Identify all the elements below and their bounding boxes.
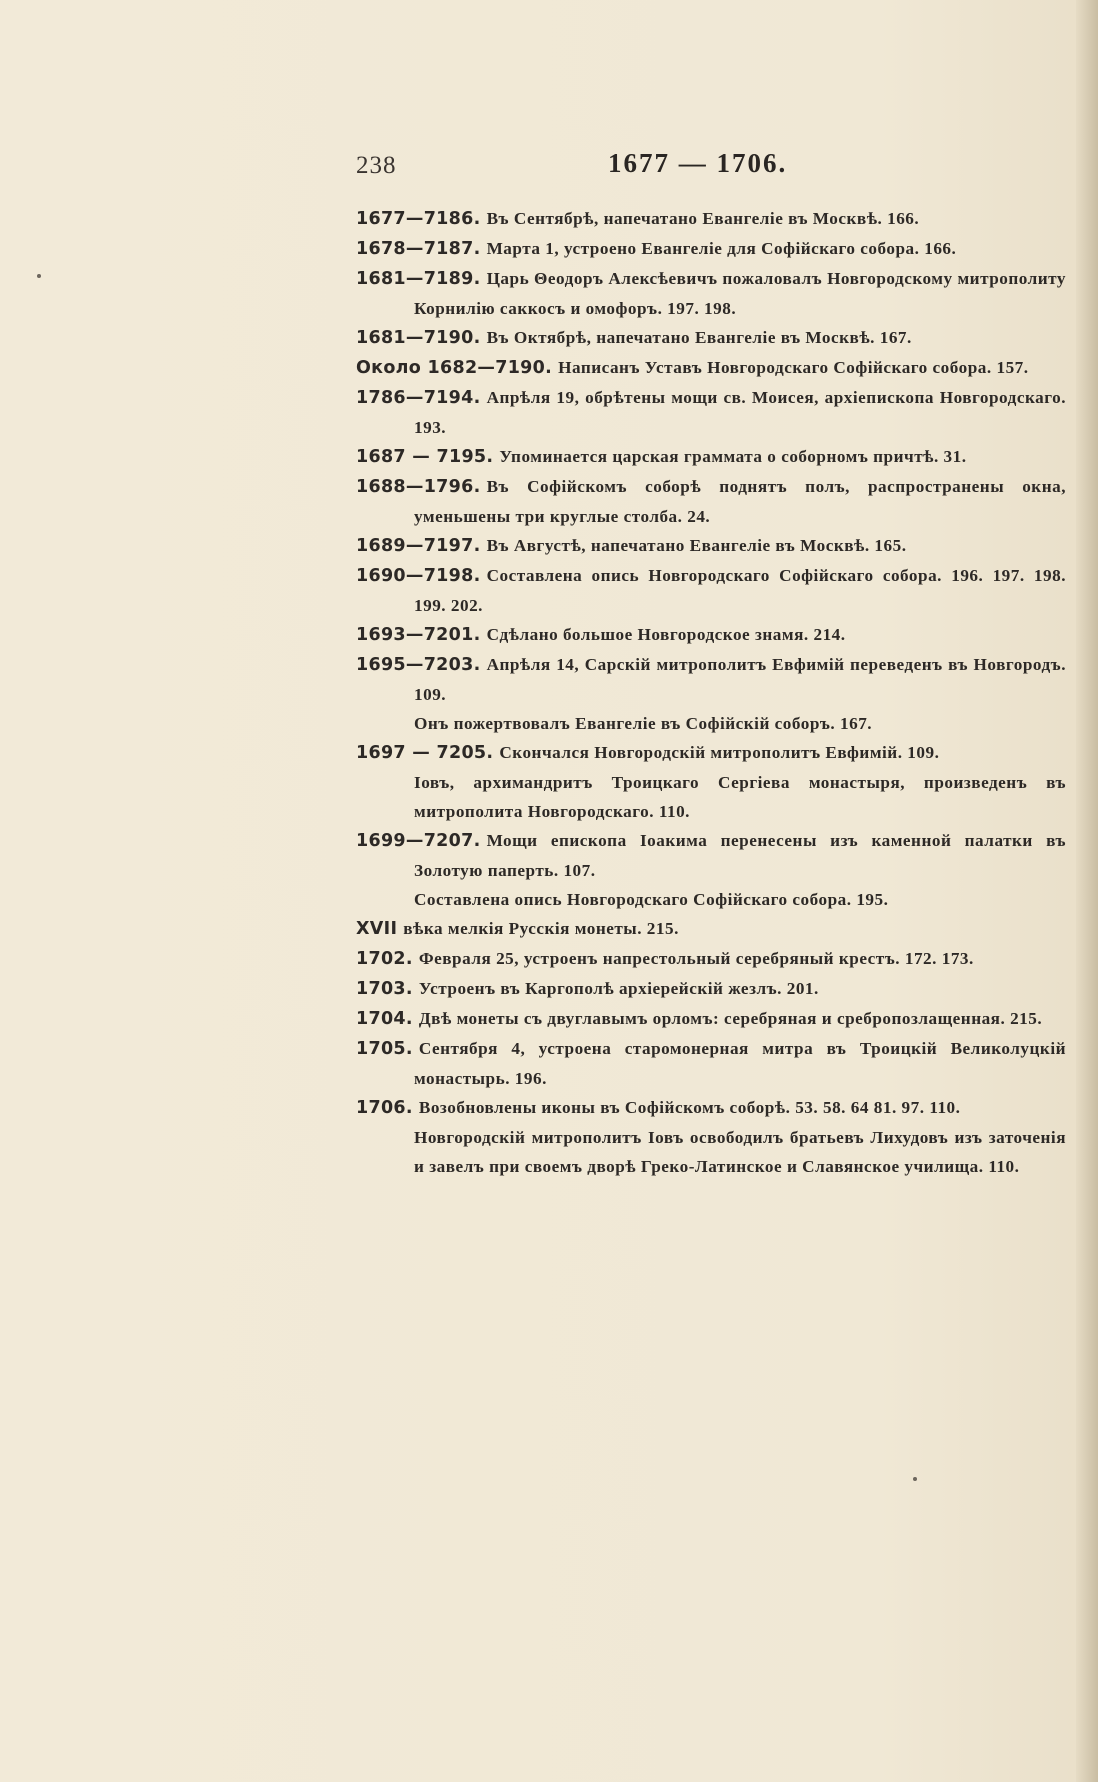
entry-text: Устроенъ въ Каргополѣ архіерейскій жезлъ. 201. [418,979,819,998]
entry-text: Двѣ монеты съ двуглавымъ орломъ: серебряная и сребропозлащенная. 215. [418,1009,1043,1028]
entry-text: Въ Софійскомъ соборѣ поднятъ полъ, распространены окна, уменьшены три круглые столба. 24. [414,477,1066,526]
entry-text: Сдѣлано большое Новгородское знамя. 214. [486,625,846,644]
entry-text: вѣка мелкія Русскія монеты. 215. [403,919,679,938]
entry-date: 1678—7187. [356,239,481,259]
entry-date: 1703. [356,979,413,999]
chronology-entry [356,944,1066,974]
chronology-entry [356,472,1066,531]
entry-text: Упоминается царская граммата о соборномъ причтѣ. 31. [499,447,967,466]
entry-text: Апрѣля 19, обрѣтены мощи св. Моисея, архіепископа Новгородскаго. 193. [414,388,1066,437]
entry-text: Сентября 4, устроена старомонерная митра въ Троицкій Великолуцкій монастырь. 196. [414,1039,1066,1088]
entry-text: Составлена опись Новгородскаго Софійскаго собора. 196. 197. 198. 199. 202. [414,566,1066,615]
entry-text: Въ Августѣ, напечатано Евангеліе въ Москвѣ. 165. [486,536,907,555]
entry-text: Марта 1, устроено Евангеліе для Софійскаго собора. 166. [486,239,957,258]
chronology-entry [356,383,1066,442]
entry-text: Новгородскій митрополитъ Іовъ освободилъ братьевъ Лихудовъ изъ заточенія и завелъ при своемъ дворѣ Греко-Латинское и Славянское училища. 110. [414,1128,1066,1176]
entry-text: Мощи епископа Іоакима перенесены изъ каменной палатки въ Золотую паперть. 107. [414,831,1066,880]
entry-date: XVII [356,919,398,939]
chronology-entry [356,738,1066,768]
chronology-entry [356,914,1066,944]
entry-date: 1697 — 7205. [356,743,494,763]
entry-text: Скончался Новгородскій митрополитъ Евфимій. 109. [499,743,940,762]
print-speck [913,1477,917,1481]
entry-date: 1705. [356,1039,413,1059]
entry-date: 1706. [356,1098,413,1118]
chronology-entry [356,531,1066,561]
entry-text: Составлена опись Новгородскаго Софійскаго собора. 195. [414,890,889,909]
entry-date: Около 1682—7190. [356,358,553,378]
chronology-list [356,204,1066,1181]
chronology-entry-continuation [356,709,1066,738]
chronology-entry [356,204,1066,234]
chronology-entry [356,234,1066,264]
entry-text: Апрѣля 14, Сарскій митрополитъ Евфимій переведенъ въ Новгородъ. 109. [414,655,1066,704]
page-binding-edge [1076,0,1098,1782]
entry-text: Февраля 25, устроенъ напрестольный серебряный крестъ. 172. 173. [418,949,974,968]
entry-date: 1677—7186. [356,209,481,229]
entry-date: 1688—1796. [356,477,481,497]
entry-date: 1702. [356,949,413,969]
chronology-entry-continuation [356,768,1066,826]
chronology-entry-continuation [356,1123,1066,1181]
print-speck [37,274,41,278]
entry-date: 1681—7189. [356,269,481,289]
entry-text: Онъ пожертвовалъ Евангеліе въ Софійскій соборъ. 167. [414,714,873,733]
entry-text: Возобновлены иконы въ Софійскомъ соборѣ. 53. 58. 64 81. 97. 110. [418,1098,961,1117]
entry-date: 1690—7198. [356,566,481,586]
chronology-entry [356,620,1066,650]
running-title: 1677 — 1706. [608,148,788,178]
entry-text: Въ Октябрѣ, напечатано Евангеліе въ Москвѣ. 167. [486,328,912,347]
chronology-entry [356,323,1066,353]
chronology-entry [356,1004,1066,1034]
page-number: 238 [356,152,397,179]
chronology-entry [356,561,1066,620]
entry-date: 1689—7197. [356,536,481,556]
chronology-entry-continuation [356,885,1066,914]
chronology-entry [356,353,1066,383]
page-header [356,148,1066,188]
chronology-entry [356,974,1066,1004]
entry-date: 1699—7207. [356,831,481,851]
chronology-entry [356,442,1066,472]
entry-date: 1693—7201. [356,625,481,645]
entry-date: 1681—7190. [356,328,481,348]
entry-date: 1695—7203. [356,655,481,675]
chronology-entry [356,826,1066,885]
chronology-entry [356,264,1066,323]
entry-text: Царь Θеодоръ Алексѣевичъ пожаловалъ Новгородскому митрополиту Корнилію саккосъ и омофоръ. 197. 198. [414,269,1066,318]
entry-date: 1704. [356,1009,413,1029]
chronology-entry [356,1034,1066,1093]
entry-text: Въ Сентябрѣ, напечатано Евангеліе въ Москвѣ. 166. [486,209,920,228]
entry-date: 1687 — 7195. [356,447,494,467]
entry-text: Написанъ Уставъ Новгородскаго Софійскаго собора. 157. [558,358,1029,377]
chronology-entry [356,650,1066,709]
entry-date: 1786—7194. [356,388,481,408]
entry-text: Іовъ, архимандритъ Троицкаго Сергіева монастыря, произведенъ въ митрополита Новгородскаго. 110. [414,773,1066,821]
chronology-entry [356,1093,1066,1123]
